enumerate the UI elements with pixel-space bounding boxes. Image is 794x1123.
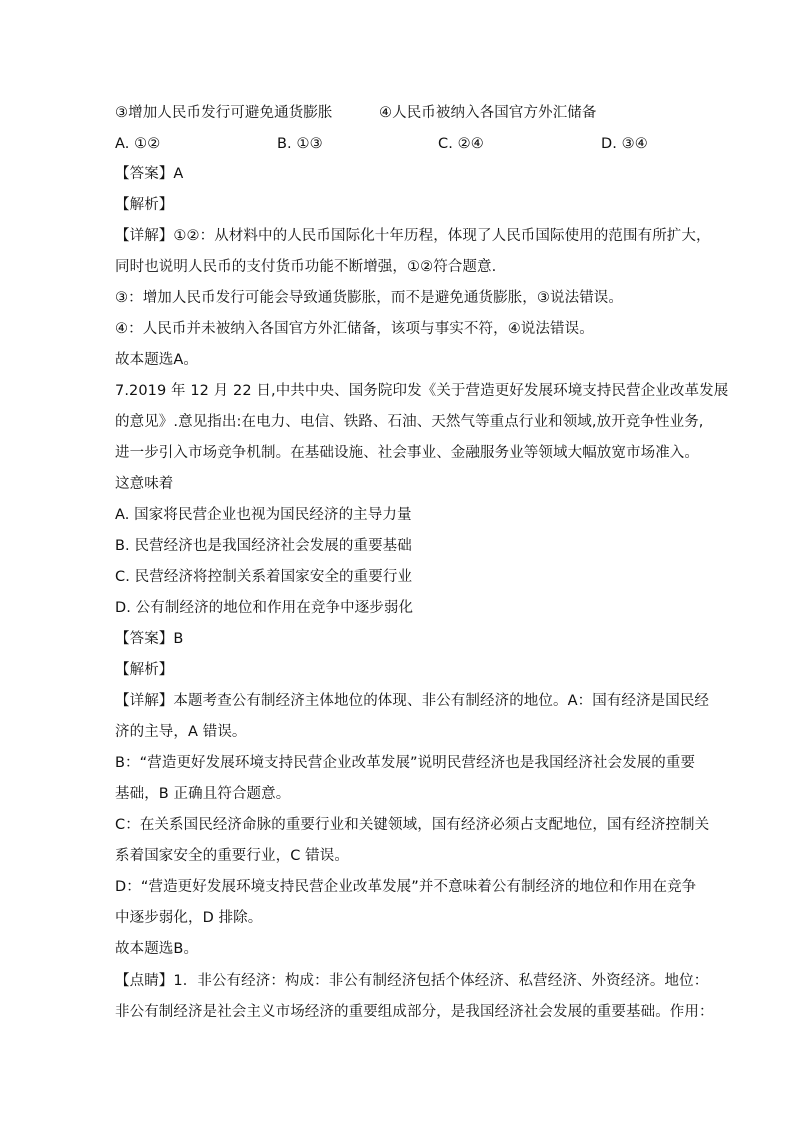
q7-conclusion: 故本题选B。 bbox=[115, 941, 199, 957]
q7-detail-line-7: D：“营造更好发展环境支持民营企业改革发展”并不意味着公有制经济的地位和作用在竞争 bbox=[115, 879, 697, 895]
q6-conclusion: 故本题选A。 bbox=[115, 352, 199, 368]
q7-stem-line-3: 进一步引入市场竞争机制。在基础设施、社会事业、金融服务业等领域大幅放宽市场准入。 bbox=[115, 445, 699, 461]
q7-detail-line-2: 济的主导，A 错误。 bbox=[115, 724, 247, 740]
q6-analysis-heading: 【解析】 bbox=[115, 197, 174, 213]
q6-answer: 【答案】A bbox=[115, 166, 184, 182]
q7-detail-line-6: 系着国家安全的重要行业，C 错误。 bbox=[115, 848, 349, 864]
q7-point-line-1: 【点睛】1．非公有经济：构成：非公有制经济包括个体经济、私营经济、外资经济。地位： bbox=[115, 973, 709, 989]
q7-stem-line-1: 7.2019 年 12 月 22 日,中共中央、国务院印发《关于营造更好发展环境支持民营企业改革发展 bbox=[115, 383, 729, 399]
q7-detail-line-5: C：在关系国民经济命脉的重要行业和关键领域，国有经济必须占支配地位，国有经济控制关 bbox=[115, 817, 710, 833]
q7-option-c: C. 民营经济将控制关系着国家安全的重要行业 bbox=[115, 569, 413, 585]
q7-answer: 【答案】B bbox=[115, 631, 184, 647]
q7-detail-line-3: B：“营造更好发展环境支持民营企业改革发展”说明民营经济也是我国经济社会发展的重要 bbox=[115, 755, 696, 771]
q7-point-line-2: 非公有制经济是社会主义市场经济的重要组成部分，是我国经济社会发展的重要基础。作用： bbox=[115, 1004, 714, 1020]
q6-option-3: ③增加人民币发行可避免通货膨胀 bbox=[115, 105, 333, 121]
q7-analysis-heading: 【解析】 bbox=[115, 662, 174, 678]
q6-choice-b: B. ①③ bbox=[277, 136, 323, 152]
q6-choice-a: A. ①② bbox=[115, 136, 161, 152]
q6-detail-line-4: ④：人民币并未被纳入各国官方外汇储备，该项与事实不符，④说法错误。 bbox=[115, 321, 594, 337]
q7-detail-line-1: 【详解】本题考查公有制经济主体地位的体现、非公有制经济的地位。A：国有经济是国民经 bbox=[115, 693, 710, 709]
q7-detail-line-8: 中逐步弱化，D 排除。 bbox=[115, 910, 263, 926]
q7-option-d: D. 公有制经济的地位和作用在竞争中逐步弱化 bbox=[115, 600, 414, 616]
q6-detail-line-2: 同时也说明人民币的支付货币功能不断增强，①②符合题意. bbox=[115, 259, 497, 275]
q7-stem-line-2: 的意见》.意见指出:在电力、电信、铁路、石油、天然气等重点行业和领域,放开竞争性业务, bbox=[115, 414, 704, 430]
q6-detail-line-3: ③：增加人民币发行可能会导致通货膨胀，而不是避免通货膨胀，③说法错误。 bbox=[115, 290, 623, 306]
q7-option-b: B. 民营经济也是我国经济社会发展的重要基础 bbox=[115, 538, 412, 554]
q6-option-4: ④人民币被纳入各国官方外汇储备 bbox=[379, 105, 597, 121]
q6-choice-c: C. ②④ bbox=[438, 136, 484, 152]
q6-detail-line-1: 【详解】①②：从材料中的人民币国际化十年历程，体现了人民币国际使用的范围有所扩大， bbox=[115, 228, 711, 244]
q7-stem-line-4: 这意味着 bbox=[115, 476, 174, 492]
q7-detail-line-4: 基础，B 正确且符合题意。 bbox=[115, 786, 291, 802]
q7-option-a: A. 国家将民营企业也视为国民经济的主导力量 bbox=[115, 507, 412, 523]
q6-choice-d: D. ③④ bbox=[601, 136, 648, 152]
